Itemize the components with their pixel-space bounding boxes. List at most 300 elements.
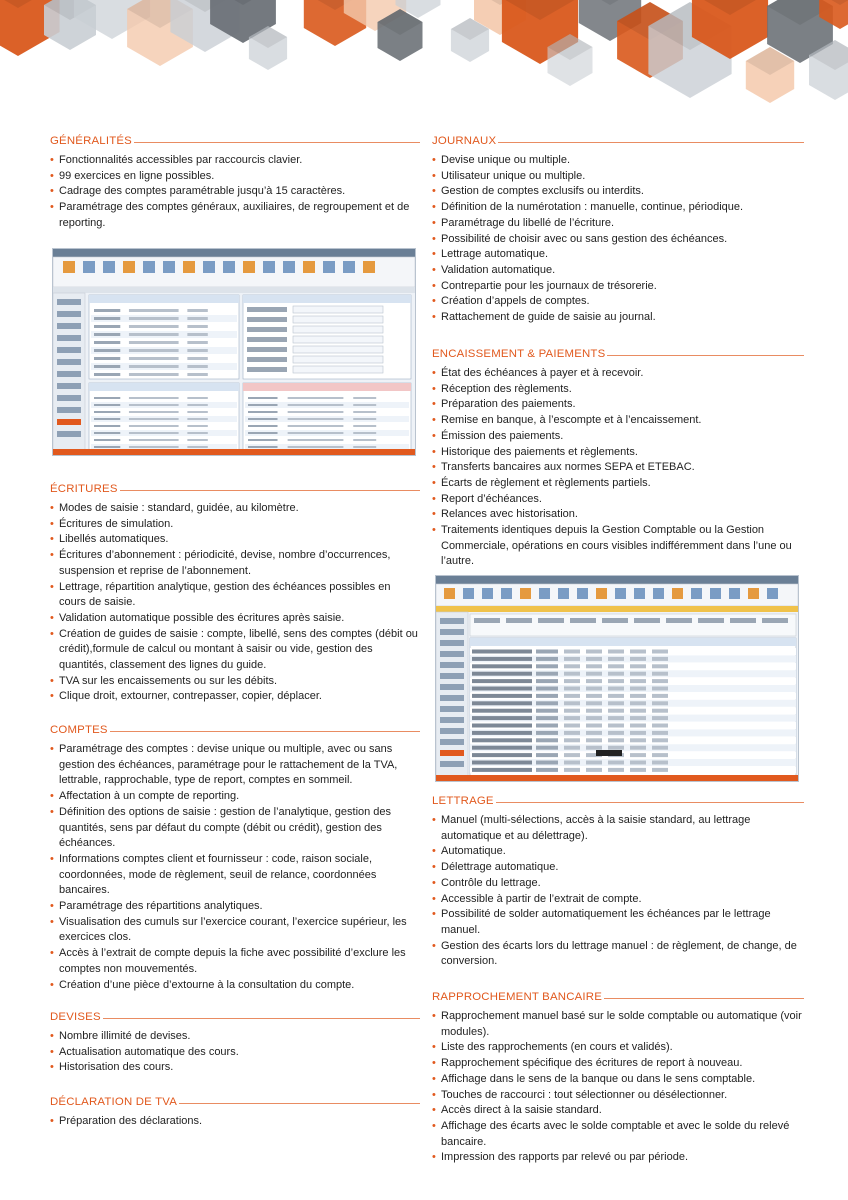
cell-text [608, 701, 624, 705]
list-item: • Report d’échéances. [432, 492, 804, 508]
bullet-list [50, 742, 420, 993]
list-item: • Écritures d’abonnement : périodicité, devise, nombre d’occurrences, suspension et reprise de l’abonnement. [50, 548, 420, 579]
cell-text [187, 411, 207, 413]
cell-text [564, 701, 580, 705]
cell-text [288, 446, 344, 448]
toolbar-icon [63, 261, 75, 273]
cell-text [472, 687, 532, 691]
filter-bar [470, 614, 796, 636]
list-item: • Modes de saisie : standard, guidée, au kilomètre. [50, 501, 420, 517]
section-devises [50, 1009, 420, 1076]
toolbar-icon [123, 261, 135, 273]
cell-text [536, 768, 558, 772]
accounting-software-screenshot [52, 248, 416, 456]
toolbar-icon [729, 588, 740, 599]
cell-text [353, 425, 376, 427]
sidebar-item [440, 728, 464, 734]
toolbar-icon [615, 588, 626, 599]
section-rule [179, 1103, 420, 1104]
sidebar-item [440, 629, 464, 635]
list-item: • Relances avec historisation. [432, 507, 804, 523]
section-rule [607, 355, 804, 356]
toolbar-icon [283, 261, 295, 273]
cell-text [652, 694, 668, 698]
cell-text [129, 439, 179, 441]
toolbar-icon [596, 588, 607, 599]
cell-text [536, 650, 558, 654]
list-item: • Rapprochement spécifique des écritures de report à nouveau. [432, 1056, 804, 1072]
cell-text [94, 357, 120, 360]
cell-text [472, 657, 532, 661]
list-item: • Touches de raccourci : tout sélectionner ou désélectionner. [432, 1088, 804, 1104]
cell-text [353, 411, 376, 413]
cell-text [564, 738, 580, 742]
cell-text [564, 664, 580, 668]
cell-text [608, 650, 624, 654]
cell-text [187, 341, 207, 344]
cell-text [472, 694, 532, 698]
list-item: • Affectation à un compte de reporting. [50, 789, 420, 805]
list-item: • Réception des règlements. [432, 382, 804, 398]
section-title: RAPPROCHEMENT BANCAIRE [432, 991, 603, 1003]
toolbar-icon [520, 588, 531, 599]
cell-text [608, 672, 624, 676]
tab-strip [53, 287, 415, 293]
sidebar-item [440, 739, 464, 745]
window-titlebar [53, 249, 415, 257]
section-journaux [432, 133, 804, 326]
cell-text [586, 664, 602, 668]
form-label [247, 307, 287, 312]
toolbar-icon [634, 588, 645, 599]
cell-text [248, 404, 278, 406]
cell-text [94, 397, 120, 399]
cell-text [630, 679, 646, 683]
cell-text [288, 411, 344, 413]
cell-text [94, 365, 120, 368]
sidebar-item [57, 371, 81, 377]
cell-text [187, 349, 207, 352]
toolbar-icon [243, 261, 255, 273]
cell-text [608, 716, 624, 720]
sidebar-item [57, 347, 81, 353]
cell-text [536, 731, 558, 735]
section-title: GÉNÉRALITÉS [50, 135, 132, 147]
cell-text [536, 738, 558, 742]
cell-text [187, 317, 207, 320]
cell-text [652, 738, 668, 742]
cell-text [288, 432, 344, 434]
payments-software-screenshot [435, 575, 799, 782]
cell-text [608, 761, 624, 765]
panel-header [89, 295, 239, 303]
cell-text [94, 325, 120, 328]
filter-field [538, 618, 564, 623]
cell-text [536, 672, 558, 676]
form-label [247, 327, 287, 332]
list-item: • Remise en banque, à l’escompte et à l’encaissement. [432, 413, 804, 429]
cell-text [586, 761, 602, 765]
cell-text [129, 418, 179, 420]
cell-text [472, 672, 532, 676]
cell-text [129, 349, 179, 352]
cell-text [187, 446, 207, 448]
toolbar-icon [83, 261, 95, 273]
bullet-list [50, 1114, 420, 1130]
cell-text [248, 439, 278, 441]
form-label [247, 367, 287, 372]
section-lettrage [432, 793, 804, 970]
section-generalites [50, 133, 420, 232]
cell-text [586, 650, 602, 654]
grid-header [470, 638, 796, 646]
cell-text [472, 650, 532, 654]
panel-header [243, 295, 411, 303]
sidebar-item [440, 706, 464, 712]
cell-text [630, 650, 646, 654]
cell-text [630, 709, 646, 713]
list-item: • Délettrage automatique. [432, 860, 804, 876]
cell-text [652, 672, 668, 676]
cell-text [586, 768, 602, 772]
toolbar-icon [767, 588, 778, 599]
cell-text [129, 317, 179, 320]
cell-text [564, 716, 580, 720]
cell-text [353, 397, 376, 399]
list-item: • Actualisation automatique des cours. [50, 1045, 420, 1061]
cell-text [472, 761, 532, 765]
form-field [293, 356, 383, 363]
sidebar-item [57, 299, 81, 305]
list-item: • Définition de la numérotation : manuelle, continue, périodique. [432, 200, 804, 216]
cell-text [586, 672, 602, 676]
list-item: • Lettrage, répartition analytique, gestion des échéances possibles en cours de saisie. [50, 580, 420, 611]
cell-text [630, 731, 646, 735]
cell-text [187, 373, 207, 376]
list-item: • Accès direct à la saisie standard. [432, 1103, 804, 1119]
cell-text [608, 694, 624, 698]
section-title: DÉCLARATION DE TVA [50, 1096, 178, 1108]
sidebar-item [440, 761, 464, 767]
toolbar-icon [143, 261, 155, 273]
form-field [293, 336, 383, 343]
toolbar-icon [558, 588, 569, 599]
cell-text [353, 404, 376, 406]
cell-text [129, 432, 179, 434]
sidebar-item [440, 662, 464, 668]
cell-text [564, 650, 580, 654]
bullet-list [432, 1009, 804, 1166]
cell-text [652, 650, 668, 654]
list-item: • Devise unique ou multiple. [432, 153, 804, 169]
cell-text [187, 309, 207, 312]
form-label [247, 357, 287, 362]
toolbar-icon [463, 588, 474, 599]
sidebar-item [440, 651, 464, 657]
toolbar-icon [539, 588, 550, 599]
list-item: • Liste des rapprochements (en cours et validés). [432, 1040, 804, 1056]
list-item: • Contrôle du lettrage. [432, 876, 804, 892]
cell-text [608, 746, 624, 750]
cell-text [187, 333, 207, 336]
cell-text [288, 418, 344, 420]
list-item: • Automatique. [432, 844, 804, 860]
toolbar-icon [653, 588, 664, 599]
sidebar-item [440, 750, 464, 756]
tab-strip [436, 606, 798, 612]
cell-text [536, 709, 558, 713]
cell-text [129, 397, 179, 399]
cell-text [608, 731, 624, 735]
cell-text [187, 357, 207, 360]
cell-text [586, 694, 602, 698]
toolbar-icon [163, 261, 175, 273]
cell-text [536, 724, 558, 728]
section-rule [498, 142, 804, 143]
cell-text [248, 432, 278, 434]
section-rule [110, 731, 420, 732]
cell-text [129, 425, 179, 427]
cell-text [608, 738, 624, 742]
cell-text [608, 657, 624, 661]
toolbar-icon [444, 588, 455, 599]
cell-text [187, 425, 207, 427]
cell-text [536, 753, 558, 757]
list-item: • Nombre illimité de devises. [50, 1029, 420, 1045]
toolbar-icon [691, 588, 702, 599]
cell-text [353, 432, 376, 434]
cell-text [472, 768, 532, 772]
bullet-list [50, 1029, 420, 1076]
toolbar-icon [577, 588, 588, 599]
cell-text [472, 701, 532, 705]
cell-text [564, 768, 580, 772]
cell-text [129, 333, 179, 336]
panel-header [243, 383, 411, 391]
cell-text [586, 724, 602, 728]
cell-text [129, 373, 179, 376]
cell-text [608, 664, 624, 668]
section-rule [134, 142, 420, 143]
sidebar-item [440, 717, 464, 723]
form-field [293, 326, 383, 333]
list-item: • Gestion des écarts lors du lettrage manuel : de règlement, de change, de conversion. [432, 939, 804, 970]
cell-text [564, 694, 580, 698]
list-item: • Possibilité de choisir avec ou sans gestion des échéances. [432, 232, 804, 248]
list-item: • Émission des paiements. [432, 429, 804, 445]
cell-text [652, 709, 668, 713]
cell-text [187, 439, 207, 441]
cell-text [187, 325, 207, 328]
cell-text [564, 672, 580, 676]
list-item: • Paramétrage des répartitions analytiques. [50, 899, 420, 915]
cell-text [94, 317, 120, 320]
bullet-list [432, 153, 804, 326]
cell-text [129, 309, 179, 312]
cell-text [472, 753, 532, 757]
cell-text [94, 373, 120, 376]
bullet-list [50, 153, 420, 232]
sidebar-item [57, 431, 81, 437]
cell-text [652, 716, 668, 720]
cell-text [608, 709, 624, 713]
cell-text [586, 657, 602, 661]
cell-text [129, 404, 179, 406]
cell-text [630, 672, 646, 676]
cell-text [94, 349, 120, 352]
list-item: • Fonctionnalités accessibles par raccourcis clavier. [50, 153, 420, 169]
list-item: • Validation automatique possible des écritures après saisie. [50, 611, 420, 627]
section-declaration-tva [50, 1094, 420, 1130]
section-rule [604, 998, 804, 999]
section-title: ÉCRITURES [50, 483, 118, 495]
cell-text [652, 657, 668, 661]
cell-text [94, 432, 120, 434]
cell-text [564, 657, 580, 661]
section-title: DEVISES [50, 1011, 101, 1023]
section-title: ENCAISSEMENT & PAIEMENTS [432, 348, 606, 360]
cell-text [536, 657, 558, 661]
list-item: • Paramétrage des comptes généraux, auxiliaires, de regroupement et de reporting. [50, 200, 420, 231]
cell-text [608, 679, 624, 683]
sidebar-item [440, 695, 464, 701]
cell-text [94, 446, 120, 448]
list-item: • Préparation des paiements. [432, 397, 804, 413]
toolbar-icon [710, 588, 721, 599]
window-titlebar [436, 576, 798, 584]
section-rule [120, 490, 420, 491]
cell-text [652, 687, 668, 691]
cell-text [94, 333, 120, 336]
cell-text [630, 738, 646, 742]
list-item: • Préparation des déclarations. [50, 1114, 420, 1130]
cell-text [248, 397, 278, 399]
cell-text [586, 716, 602, 720]
cell-text [353, 418, 376, 420]
selected-cell [596, 750, 622, 756]
section-encaissement-paiements [432, 346, 804, 570]
cell-text [630, 753, 646, 757]
cell-text [129, 446, 179, 448]
sidebar-item [440, 684, 464, 690]
cell-text [187, 404, 207, 406]
filter-field [634, 618, 660, 623]
list-item: • Paramétrage des comptes : devise unique ou multiple, avec ou sans gestion des échéances, paramétrage pour le rattachement de la TVA, lettrable, rapprochable, type de report, comptes en sommeil. [50, 742, 420, 789]
section-rule [103, 1018, 420, 1019]
cell-text [288, 439, 344, 441]
cell-text [536, 716, 558, 720]
bullet-list [432, 366, 804, 570]
section-ecritures [50, 481, 420, 705]
list-item: • Accessible à partir de l’extrait de compte. [432, 892, 804, 908]
cell-text [652, 731, 668, 735]
toolbar-icon [482, 588, 493, 599]
cell-text [472, 738, 532, 742]
filter-field [570, 618, 596, 623]
bullet-list [50, 501, 420, 705]
bullet-list [432, 813, 804, 970]
sidebar-item [440, 673, 464, 679]
cell-text [248, 418, 278, 420]
cell-text [564, 687, 580, 691]
cell-text [608, 768, 624, 772]
toolbar-icon [323, 261, 335, 273]
cell-text [94, 341, 120, 344]
cell-text [586, 731, 602, 735]
cell-text [652, 724, 668, 728]
cell-text [94, 411, 120, 413]
sidebar-item [57, 395, 81, 401]
cell-text [536, 679, 558, 683]
cell-text [586, 687, 602, 691]
cell-text [129, 341, 179, 344]
list-item: • Lettrage automatique. [432, 247, 804, 263]
cell-text [94, 404, 120, 406]
sidebar-item [440, 640, 464, 646]
toolbar-icon [103, 261, 115, 273]
toolbar-icon [183, 261, 195, 273]
cell-text [630, 694, 646, 698]
sidebar-item [57, 323, 81, 329]
list-item: • Possibilité de solder automatiquement les échéances par le lettrage manuel. [432, 907, 804, 938]
cell-text [630, 761, 646, 765]
hexagon-header-decoration [0, 0, 848, 125]
list-item: • Écarts de règlement et règlements partiels. [432, 476, 804, 492]
form-field [293, 366, 383, 373]
form-label [247, 317, 287, 322]
list-item: • TVA sur les encaissements ou sur les débits. [50, 674, 420, 690]
panel-header [89, 383, 239, 391]
cell-text [472, 724, 532, 728]
cell-text [94, 309, 120, 312]
list-item: • Impression des rapports par relevé ou par période. [432, 1150, 804, 1166]
list-item: • Validation automatique. [432, 263, 804, 279]
filter-field [666, 618, 692, 623]
cell-text [248, 425, 278, 427]
cell-text [536, 746, 558, 750]
cell-text [472, 731, 532, 735]
cell-text [94, 425, 120, 427]
list-item: • Gestion de comptes exclusifs ou interdits. [432, 184, 804, 200]
cell-text [129, 365, 179, 368]
cell-text [652, 664, 668, 668]
list-item: • Utilisateur unique ou multiple. [432, 169, 804, 185]
cell-text [129, 411, 179, 413]
cell-text [564, 709, 580, 713]
cell-text [472, 709, 532, 713]
list-item: • Affichage dans le sens de la banque ou dans le sens comptable. [432, 1072, 804, 1088]
toolbar-icon [203, 261, 215, 273]
status-bar [436, 775, 798, 781]
cell-text [288, 404, 344, 406]
toolbar-icon [223, 261, 235, 273]
cell-text [353, 439, 376, 441]
cell-text [187, 365, 207, 368]
section-comptes [50, 722, 420, 993]
cell-text [472, 664, 532, 668]
sidebar-item [57, 335, 81, 341]
section-rapprochement-bancaire [432, 989, 804, 1166]
cell-text [586, 701, 602, 705]
list-item: • 99 exercices en ligne possibles. [50, 169, 420, 185]
cell-text [536, 687, 558, 691]
cell-text [652, 679, 668, 683]
cell-text [472, 679, 532, 683]
sidebar-item [57, 419, 81, 425]
filter-field [730, 618, 756, 623]
list-item: • Paramétrage du libellé de l’écriture. [432, 216, 804, 232]
cell-text [630, 701, 646, 705]
